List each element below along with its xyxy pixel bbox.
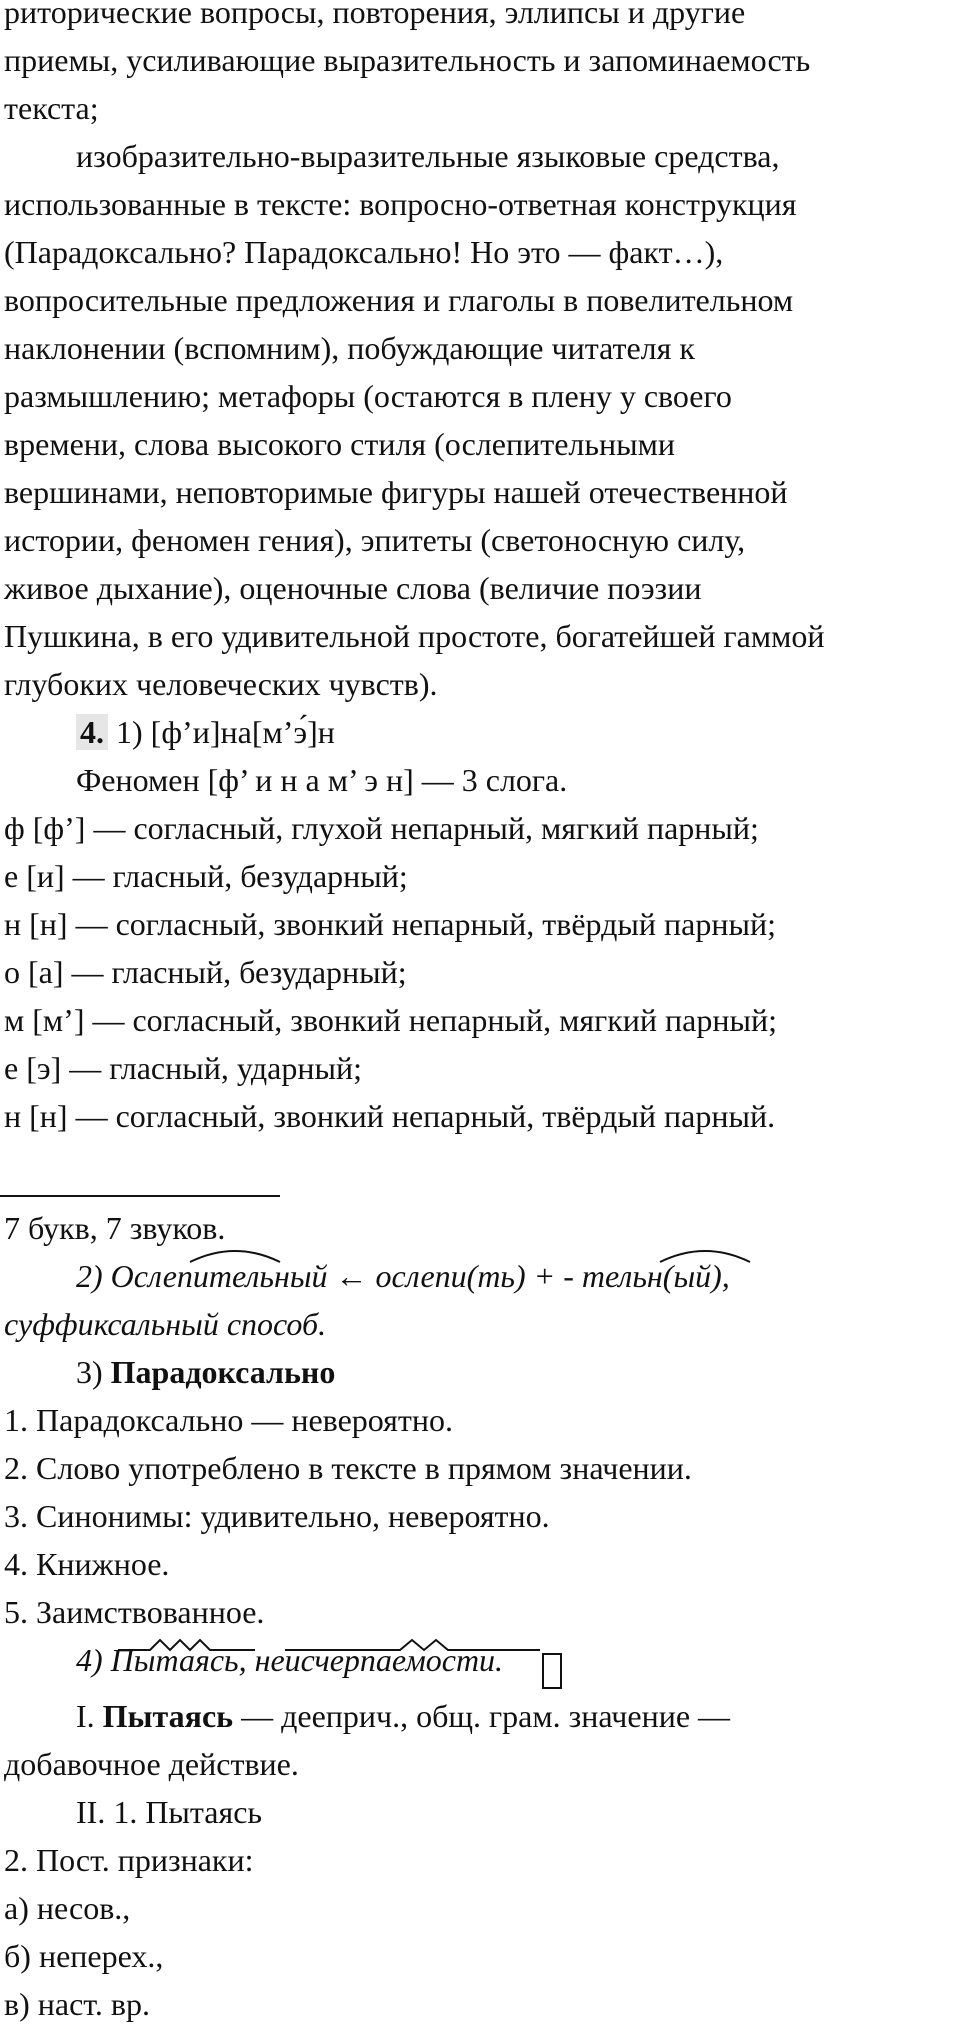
text-line: живое дыхание), оценочные слова (величие поэзии — [4, 570, 702, 606]
phonetic-line: е [и] — гласный, безударный; — [4, 858, 408, 894]
morph-item: б) неперех., — [4, 1938, 164, 1974]
morph-line — [76, 1692, 960, 1740]
lexical-line: 3. Синонимы: удивительно, невероятно. — [4, 1498, 550, 1534]
lexical-line: 1. Парадоксально — невероятно. — [4, 1402, 453, 1438]
divider-rule — [0, 1195, 280, 1197]
text-line: Пушкина, в его удивительной простоте, богатейшей гаммой — [4, 618, 825, 654]
phonetic-line: н [н] — согласный, звонкий непарный, твёрдый парный. — [4, 1098, 776, 1134]
text-line: времени, слова высокого стиля (ослепительными — [4, 426, 675, 462]
text-line: вопросительные предложения и глаголы в повелительном — [4, 282, 794, 318]
morph-item: а) несов., — [4, 1890, 131, 1926]
morph-item: 2. Пост. признаки: — [4, 1842, 254, 1878]
phonetic-line: н [н] — согласный, звонкий непарный, твёрдый парный; — [4, 906, 776, 942]
item3-heading — [76, 1348, 960, 1396]
word-formation-line: 2) Ослепительный ← ослепи(ть) + - тельн(ый), — [76, 1258, 730, 1294]
lexical-line: 5. Заимствованное. — [4, 1594, 265, 1630]
phonetic-line: о [а] — гласный, безударный; — [4, 954, 407, 990]
text-line: вершинами, неповторимые фигуры нашей отечественной — [4, 474, 788, 510]
morph-item: II. 1. Пытаясь — [76, 1794, 263, 1830]
text-line: размышлению; метафоры (остаются в плену у своего — [4, 378, 732, 414]
item3-prefix: 3) — [76, 1354, 111, 1390]
text-line: риторические вопросы, повторения, эллипсы и другие — [4, 0, 746, 30]
text-line: истории, феномен гения), эпитеты (светоносную силу, — [4, 522, 746, 558]
text-line: наклонении (вспомним), побуждающие читателя к — [4, 330, 695, 366]
text-line: текста; — [4, 90, 99, 126]
task4-item1 — [76, 708, 960, 756]
text-line: приемы, усиливающие выразительность и запоминаемость — [4, 42, 811, 78]
text-line: изобразительно-выразительные языковые средства, — [76, 138, 780, 174]
task-number-badge: 4. — [76, 714, 108, 750]
item3-word: Парадоксально — [110, 1354, 336, 1390]
morph-word: Пытаясь — [102, 1698, 234, 1734]
phonetic-line: ф [ф’] — согласный, глухой непарный, мягкий парный; — [4, 810, 759, 846]
text-line: (Парадоксально? Парадоксально! Но это — факт…), — [4, 234, 724, 270]
morph-item: в) наст. вр. — [4, 1986, 150, 2022]
morph-prefix: I. — [76, 1698, 103, 1734]
lexical-line: 2. Слово употреблено в тексте в прямом значении. — [4, 1450, 692, 1486]
text-line: глубоких человеческих чувств). — [4, 666, 438, 702]
transcription-text: 1) [ф’и]на[м’э́]н — [116, 714, 335, 750]
lexical-line: 4. Книжное. — [4, 1546, 170, 1582]
item4-line: 4) Пытаясь, неисчерпаемости. — [76, 1642, 504, 1678]
text-line: использованные в тексте: вопросно-ответная конструкция — [4, 186, 797, 222]
syllables-line: Феномен [ф’ и н а м’ э н] — 3 слога. — [76, 762, 568, 798]
morph-rest: — дееприч., общ. грам. значение — — [233, 1698, 731, 1734]
phonetic-line: м [м’] — согласный, звонкий непарный, мягкий парный; — [4, 1002, 778, 1038]
word-formation-method: суффиксальный способ. — [4, 1306, 327, 1342]
phonetic-line: е [э] — гласный, ударный; — [4, 1050, 362, 1086]
morph-line: добавочное действие. — [4, 1746, 299, 1782]
letters-sounds-line: 7 букв, 7 звуков. — [4, 1210, 226, 1246]
